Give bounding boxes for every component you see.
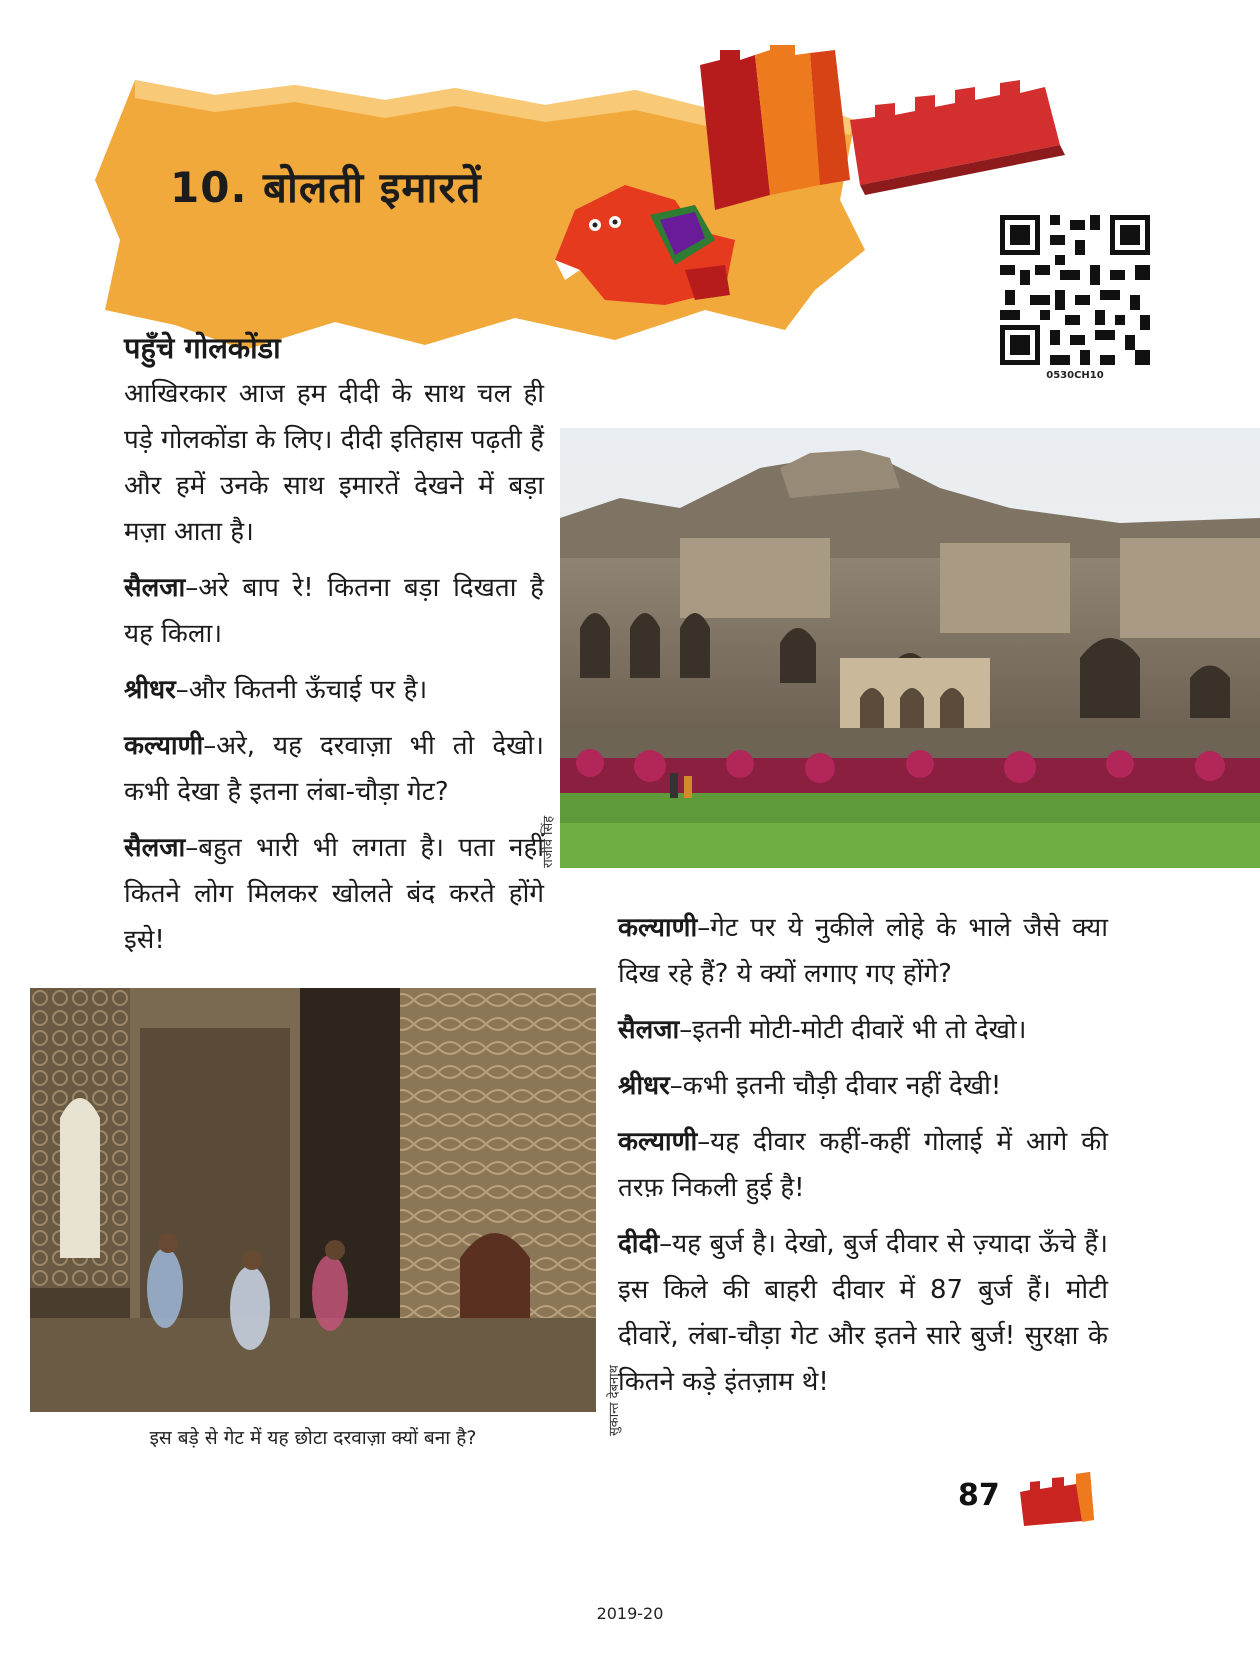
dialogue-line: सैलजा–बहुत भारी भी लगता है। पता नहीं कितने लोग मिलकर खोलते बंद करते होंगे इसे!	[124, 833, 544, 955]
dialogue-line: श्रीधर–और कितनी ऊँचाई पर है।	[124, 675, 428, 705]
speaker-name: दीदी	[618, 1229, 660, 1259]
speaker-name: श्रीधर	[618, 1071, 670, 1101]
dialogue-line: कल्याणी–गेट पर ये नुकीले लोहे के भाले जैसे क्या दिख रहे हैं? ये क्यों लगाए गए होंगे?	[618, 913, 1108, 989]
speaker-name: कल्याणी	[124, 731, 204, 761]
speaker-name: सैलजा	[618, 1015, 680, 1045]
fort-brick-icon	[1020, 1472, 1100, 1528]
speaker-name: श्रीधर	[124, 675, 176, 705]
speaker-name: कल्याणी	[618, 1127, 698, 1157]
chapter-title: 10. बोलती इमारतें	[170, 163, 482, 212]
edition-year: 2019-20	[596, 1604, 664, 1623]
gate-photo-caption: इस बड़े से गेट में यह छोटा दरवाज़ा क्यों बना है?	[149, 1427, 477, 1449]
elephant-illustration	[545, 170, 745, 320]
dialogue-text: यह बुर्ज है। देखो, बुर्ज दीवार से ज़्यादा ऊँचे हैं। इस किले की बाहरी दीवार में 87 बुर्ज हैं। मोटी दीवारें, लंबा-चौड़ा गेट और इतने सारे बुर्ज! सुरक्षा के कितने कड़े इंतज़ाम थे!	[618, 1229, 1108, 1397]
dialogue-text: इतनी मोटी-मोटी दीवारें भी तो देखो।	[692, 1015, 1027, 1045]
intro-paragraph: आखिरकार आज हम दीदी के साथ चल ही पड़े गोलकोंडा के लिए। दीदी इतिहास पढ़ती हैं और हमें उनके साथ इमारतें देखने में बड़ा मज़ा आता है।	[124, 379, 544, 547]
dialogue-text: और कितनी ऊँचाई पर है।	[188, 675, 428, 705]
dialogue-text: गेट पर ये नुकीले लोहे के भाले जैसे क्या दिख रहे हैं? ये क्यों लगाए गए होंगे?	[618, 913, 1108, 989]
dialogue-text: अरे बाप रे! कितना बड़ा दिखता है यह किला।	[124, 573, 544, 649]
fort-photo-credit: राजीव सिंह	[541, 815, 556, 868]
dialogue-line: श्रीधर–कभी इतनी चौड़ी दीवार नहीं देखी!	[618, 1071, 1002, 1101]
golconda-fort-photo	[560, 428, 1260, 868]
gate-photo-credit: सुकान्त देबनाथ	[607, 1365, 622, 1436]
dialogue-text: कभी इतनी चौड़ी दीवार नहीं देखी!	[682, 1071, 1002, 1101]
speaker-name: सैलजा	[124, 833, 186, 863]
dialogue-line: दीदी–यह बुर्ज है। देखो, बुर्ज दीवार से ज़्यादा ऊँचे हैं। इस किले की बाहरी दीवार में 87 बुर्ज हैं। मोटी दीवारें, लंबा-चौड़ा गेट और इतने सारे बुर्ज! सुरक्षा के कितने कड़े इंतज़ाम थे!	[618, 1229, 1108, 1397]
left-column-text	[124, 325, 544, 973]
dialogue-line: सैलजा–अरे बाप रे! कितना बड़ा दिखता है यह किला।	[124, 573, 544, 649]
right-column-text	[618, 905, 1108, 1415]
fort-ornament-illustration	[700, 45, 1070, 225]
qr-code	[990, 205, 1160, 380]
dialogue-line: कल्याणी–यह दीवार कहीं-कहीं गोलाई में आगे की तरफ़ निकली हुई है!	[618, 1127, 1108, 1203]
dialogue-text: बहुत भारी भी लगता है। पता नहीं कितने लोग मिलकर खोलते बंद करते होंगे इसे!	[124, 833, 544, 955]
dialogue-text: यह दीवार कहीं-कहीं गोलाई में आगे की तरफ़ निकली हुई है!	[618, 1127, 1108, 1203]
page-number: 87	[958, 1478, 1000, 1513]
dialogue-text: अरे, यह दरवाज़ा भी तो देखो। कभी देखा है इतना लंबा-चौड़ा गेट?	[124, 731, 544, 807]
speaker-name: कल्याणी	[618, 913, 698, 943]
dialogue-line: सैलजा–इतनी मोटी-मोटी दीवारें भी तो देखो।	[618, 1015, 1027, 1045]
dialogue-line: कल्याणी–अरे, यह दरवाज़ा भी तो देखो। कभी देखा है इतना लंबा-चौड़ा गेट?	[124, 731, 544, 807]
fort-gate-photo	[30, 988, 596, 1412]
section-heading: पहुँचे गोलकोंडा	[124, 331, 281, 365]
qr-code-label: 0530CH10	[1046, 370, 1104, 381]
speaker-name: सैलजा	[124, 573, 186, 603]
